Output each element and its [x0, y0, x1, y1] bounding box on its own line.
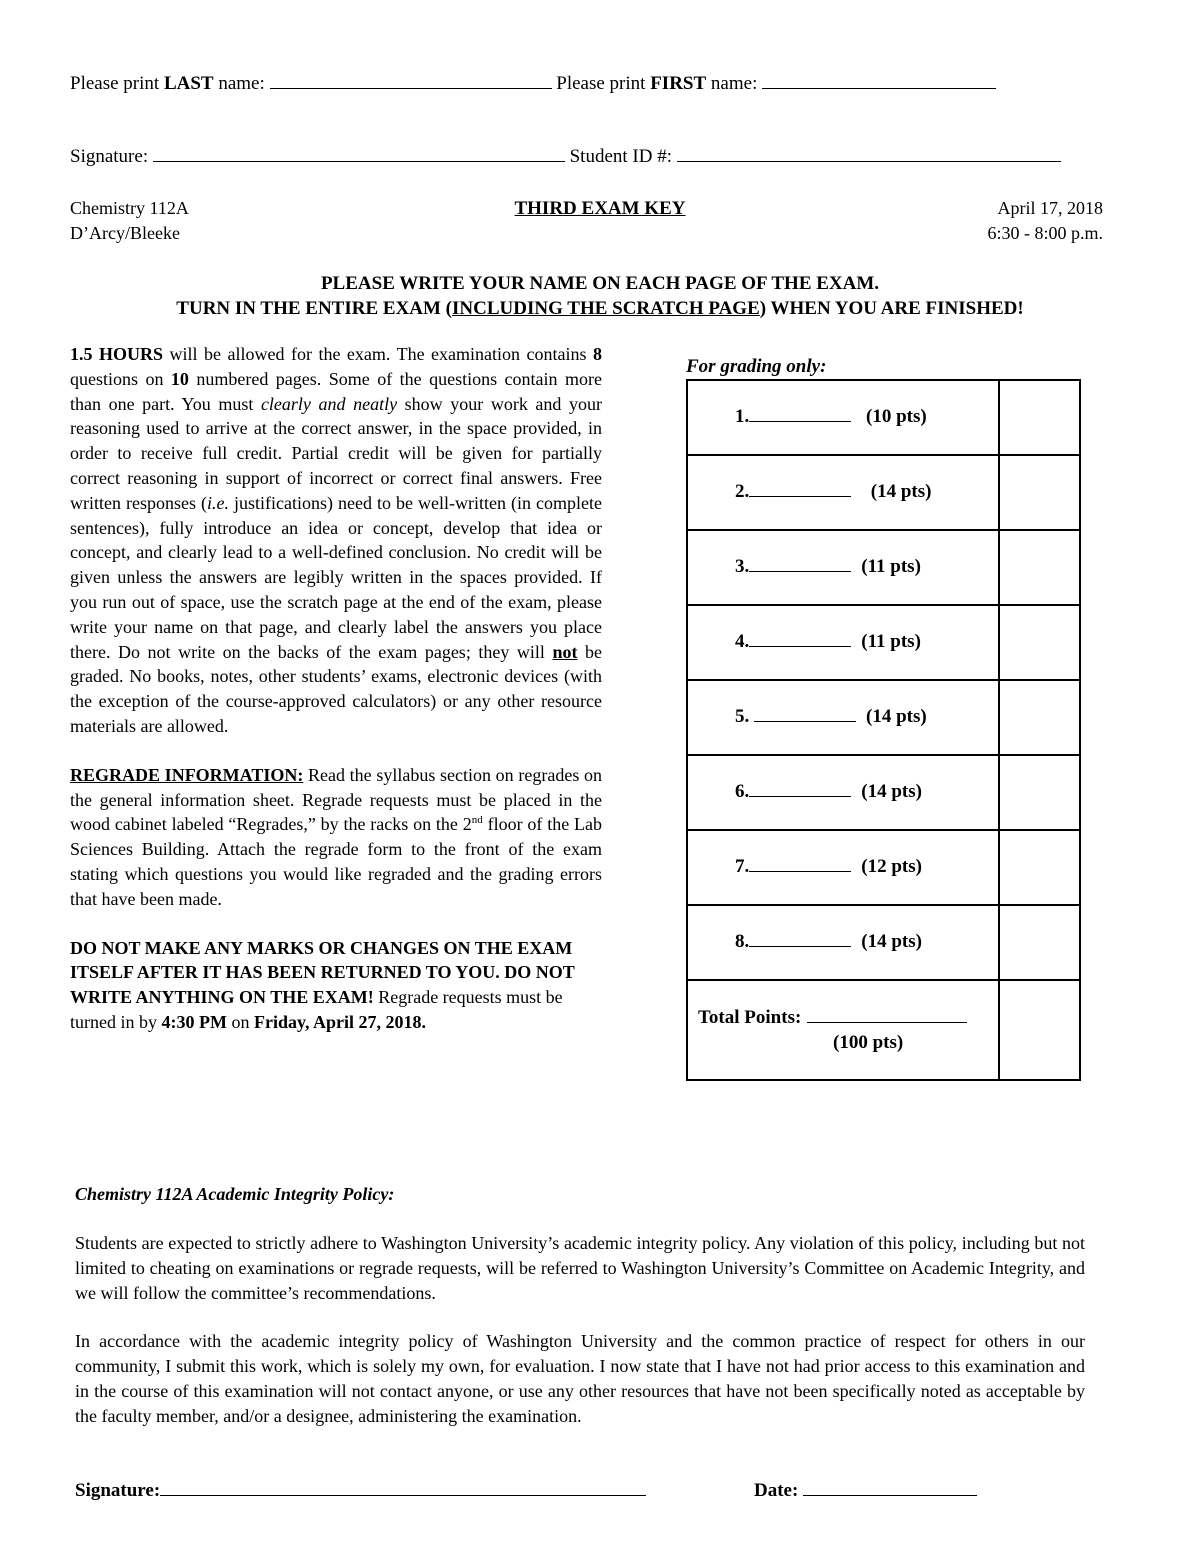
question-number: 3.	[735, 556, 750, 578]
last-name-field[interactable]	[270, 87, 552, 89]
last-name-label: Please print LAST name:	[70, 73, 265, 94]
grading-table	[686, 379, 1081, 1081]
regrade-info-paragraph: REGRADE INFORMATION: Read the syllabus section on regrades on the general information sheet. Regrade requests must be placed in the wood cabinet labeled “Regrades,” by the racks on the 2nd floor of the Lab Sciences Building. Attach the regrade form to the front of the exam stating which questions you would like regraded and the grading errors that have been made.	[70, 764, 602, 909]
grading-question-cell	[687, 755, 999, 830]
question-points: (14 pts)	[861, 481, 932, 503]
exam-title: THIRD EXAM KEY	[514, 198, 686, 219]
grading-question-cell	[687, 455, 999, 530]
exam-date: April 17, 2018	[997, 198, 1103, 218]
grading-row	[687, 455, 1080, 530]
signature-row	[70, 145, 1061, 170]
grading-score-cell[interactable]	[999, 380, 1080, 455]
grading-question-cell	[687, 380, 999, 455]
score-blank[interactable]	[749, 645, 851, 647]
question-number: 5.	[735, 706, 754, 728]
score-blank[interactable]	[749, 420, 851, 422]
grading-score-cell[interactable]	[999, 530, 1080, 605]
total-points-max: (100 pts)	[833, 1032, 904, 1053]
total-points-label: Total Points:	[698, 1007, 802, 1028]
question-number: 7.	[735, 856, 750, 878]
notice-line-2: TURN IN THE ENTIRE EXAM (INCLUDING THE SCRATCH PAGE) WHEN YOU ARE FINISHED!	[176, 298, 1024, 319]
notice-line-1: PLEASE WRITE YOUR NAME ON EACH PAGE OF THE EXAM.	[320, 273, 880, 294]
footer-date-label: Date:	[754, 1480, 799, 1501]
question-number: 1.	[735, 406, 750, 428]
grading-total-row	[687, 980, 1080, 1080]
grading-row	[687, 755, 1080, 830]
policy-title: Chemistry 112A Academic Integrity Policy:	[75, 1184, 395, 1204]
footer-date-field[interactable]	[803, 1494, 977, 1496]
grading-total-cell	[687, 980, 999, 1080]
instructors: D’Arcy/Bleeke	[70, 222, 180, 243]
grading-question-cell	[687, 830, 999, 905]
course-name: Chemistry 112A	[70, 198, 189, 218]
student-id-label: Student ID #:	[569, 146, 672, 167]
footer-signature-field[interactable]	[160, 1494, 646, 1496]
grading-score-cell[interactable]	[999, 455, 1080, 530]
footer-signature-label: Signature:	[75, 1480, 161, 1501]
exam-time: 6:30 - 8:00 p.m.	[987, 222, 1103, 243]
name-row	[70, 72, 996, 97]
question-points: (11 pts)	[861, 631, 921, 653]
student-id-field[interactable]	[677, 160, 1061, 162]
no-marks-paragraph: DO NOT MAKE ANY MARKS OR CHANGES ON THE EXAM ITSELF AFTER IT HAS BEEN RETURNED TO YOU. DO NOT WRITE ANYTHING ON THE EXAM! Regrade requests must be turned in by 4:30 PM on Friday, April 27, 2018.	[70, 937, 575, 1032]
question-points: (12 pts)	[861, 856, 922, 878]
question-number: 8.	[735, 931, 750, 953]
question-points: (14 pts)	[861, 781, 922, 803]
total-points-blank[interactable]	[807, 1021, 967, 1023]
instructions	[70, 342, 602, 1059]
policy-paragraph-1: Students are expected to strictly adhere to Washington University’s academic integrity policy. Any violation of this policy, including but not limited to cheating on examinations or regrade requests, will be referred to Washington University’s Committee on Academic Integrity, and we will follow the committee’s recommendations.	[75, 1233, 1085, 1303]
grading-score-cell[interactable]	[999, 905, 1080, 980]
score-blank[interactable]	[749, 570, 851, 572]
grading-total-score-cell[interactable]	[999, 980, 1080, 1080]
question-number: 4.	[735, 631, 750, 653]
grading-row	[687, 380, 1080, 455]
question-points: (10 pts)	[861, 406, 927, 428]
score-blank[interactable]	[754, 720, 856, 722]
grading-question-cell	[687, 680, 999, 755]
question-points: (14 pts)	[866, 706, 927, 728]
grading-row	[687, 605, 1080, 680]
grading-score-cell[interactable]	[999, 755, 1080, 830]
score-blank[interactable]	[749, 795, 851, 797]
grading-title: For grading only:	[686, 356, 827, 377]
instructions-paragraph: 1.5 HOURS will be allowed for the exam. The examination contains 8 questions on 10 numbered pages. Some of the questions contain more than one part. You must clearly and neatly show your work and your reasoning used to arrive at the correct answer, in the space provided, in order to receive full credit. Partial credit will be given for partially correct reasoning in support of incorrect or correct final answers. Free written responses (i.e. justifications) need to be well-written (in complete sentences), fully introduce an idea or concept, develop that idea or concept, and clearly lead to a well-defined conclusion. No credit will be given unless the answers are legibly written in the spaces provided. If you run out of space, use the scratch page at the end of the exam, please write your name on that page, and clearly label the answers you place there. Do not write on the backs of the exam pages; they will not be graded. No books, notes, other students’ exams, electronic devices (with the exception of the course-approved calculators) or any other resource materials are allowed.	[70, 344, 603, 736]
grading-question-cell	[687, 905, 999, 980]
footer-signature-row	[75, 1479, 646, 1504]
grading-row	[687, 905, 1080, 980]
policy-text	[75, 1231, 1085, 1453]
score-blank[interactable]	[749, 495, 851, 497]
question-points: (11 pts)	[861, 556, 921, 578]
score-blank[interactable]	[749, 870, 851, 872]
grading-score-cell[interactable]	[999, 680, 1080, 755]
grading-question-cell	[687, 605, 999, 680]
question-points: (14 pts)	[861, 931, 922, 953]
grading-row	[687, 530, 1080, 605]
grading-row	[687, 680, 1080, 755]
grading-score-cell[interactable]	[999, 605, 1080, 680]
footer-date-row	[754, 1479, 977, 1504]
signature-field[interactable]	[153, 160, 565, 162]
question-number: 6.	[735, 781, 750, 803]
grading-row	[687, 830, 1080, 905]
question-number: 2.	[735, 481, 750, 503]
score-blank[interactable]	[749, 945, 851, 947]
first-name-label: Please print FIRST name:	[556, 73, 758, 94]
first-name-field[interactable]	[762, 87, 996, 89]
signature-label: Signature:	[70, 146, 149, 167]
grading-question-cell	[687, 530, 999, 605]
exam-datetime	[988, 196, 1104, 246]
policy-paragraph-2: In accordance with the academic integrity policy of Washington University and the common practice of respect for others in our community, I submit this work, which is solely my own, for evaluation. I now state that I have not had prior access to this examination and in the course of this examination will not contact anyone, or use any other resources that have not been specifically noted as acceptable by the faculty member, and/or a designee, administering the examination.	[75, 1331, 1085, 1426]
grading-score-cell[interactable]	[999, 830, 1080, 905]
